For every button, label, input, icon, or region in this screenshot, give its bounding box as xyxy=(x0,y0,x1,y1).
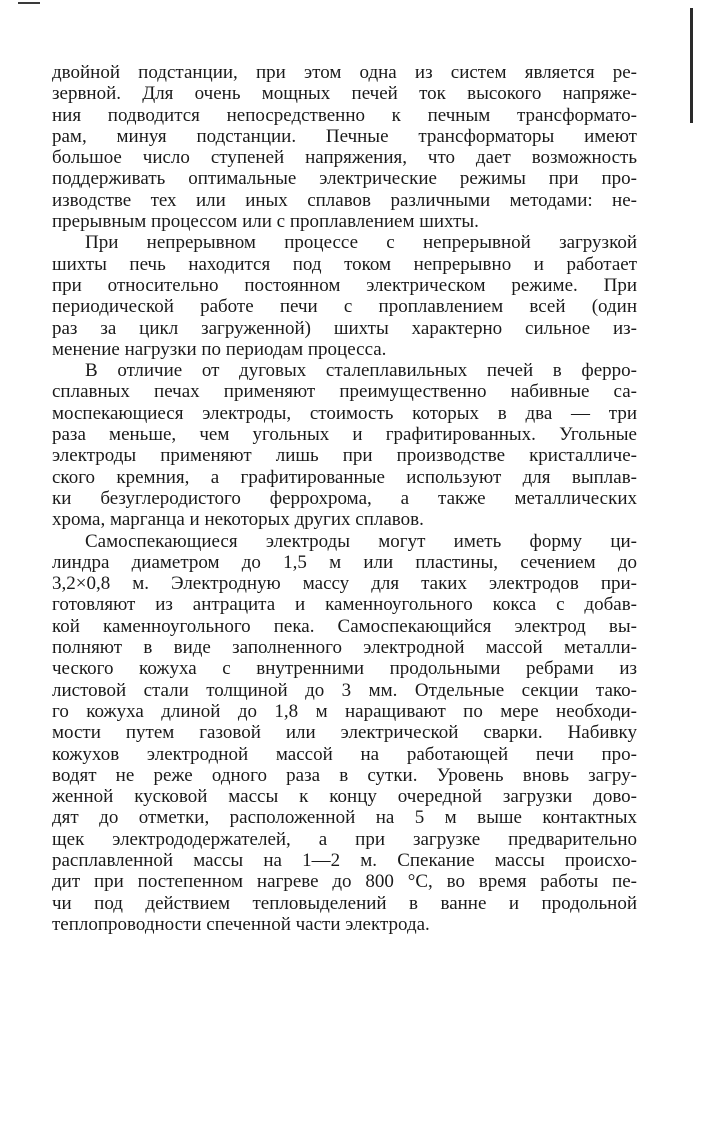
text-line: мости путем газовой или электрической сварки. Набивку xyxy=(52,722,637,744)
paragraph xyxy=(52,232,637,360)
scan-binding-edge xyxy=(690,8,693,123)
paragraph xyxy=(52,62,637,232)
text-line: зервной. Для очень мощных печей ток высокого напряже- xyxy=(52,83,637,105)
text-line: раза меньше, чем угольных и графитированных. Угольные xyxy=(52,424,637,446)
text-line: двойной подстанции, при этом одна из систем является ре- xyxy=(52,62,637,83)
text-line: прерывным процессом или с проплавлением шихты. xyxy=(52,211,479,233)
text-line: сплавных печах применяют преимущественно набивные са- xyxy=(52,381,637,403)
text-line: го кожуха длиной до 1,8 м наращивают по мере необходи- xyxy=(52,700,637,722)
text-line: При непрерывном процессе с непрерывной загрузкой xyxy=(85,232,637,254)
text-line: менение нагрузки по периодам процесса. xyxy=(52,338,387,360)
text-line: ния подводится непосредственно к печным трансформато- xyxy=(52,104,637,126)
text-line: женной кусковой массы к концу очередной загрузки дово- xyxy=(52,786,637,808)
text-line: моспекающиеся электроды, стоимость которых в два — три xyxy=(52,402,637,424)
text-line: ского кремния, а графитированные используют для выплав- xyxy=(52,466,637,488)
paragraph xyxy=(52,531,637,936)
text-line: кой каменноугольного пека. Самоспекающийся электрод вы- xyxy=(52,615,637,637)
text-line: электроды применяют лишь при производстве кристалличе- xyxy=(52,445,637,467)
text-line: поддерживать оптимальные электрические режимы при про- xyxy=(52,168,637,190)
text-line: шихты печь находится под током непрерывно и работает xyxy=(52,253,637,275)
text-line: раз за цикл загруженной) шихты характерно сильное из- xyxy=(52,317,637,339)
text-line: водят не реже одного раза в сутки. Уровень вновь загру- xyxy=(52,764,637,786)
text-line: В отличие от дуговых сталеплавильных печей в ферро- xyxy=(85,360,637,382)
text-line: большое число ступеней напряжения, что дает возможность xyxy=(52,147,637,169)
text-line: хрома, марганца и некоторых других сплавов. xyxy=(52,509,424,531)
scan-edge-mark xyxy=(18,2,40,4)
text-line: листовой стали толщиной до 3 мм. Отдельные секции тако- xyxy=(52,679,637,701)
text-line: ки безуглеродистого феррохрома, а также металлических xyxy=(52,487,637,509)
text-line: изводстве тех или иных сплавов различными методами: не- xyxy=(52,189,637,211)
text-line: дят до отметки, расположенной на 5 м выше контактных xyxy=(52,807,637,829)
text-line: 3,2×0,8 м. Электродную массу для таких электродов при- xyxy=(52,573,637,595)
text-line: чи под действием тепловыделений в ванне и продольной xyxy=(52,892,637,914)
text-line: линдра диаметром до 1,5 м или пластины, сечением до xyxy=(52,551,637,573)
paragraph xyxy=(52,360,637,530)
text-line: периодической работе печи с проплавлением всей (один xyxy=(52,296,637,318)
text-line: кожухов электродной массой на работающей печи про- xyxy=(52,743,637,765)
text-line: щек электрододержателей, а при загрузке предварительно xyxy=(52,828,637,850)
body-text xyxy=(52,62,637,935)
text-line: рам, минуя подстанции. Печные трансформаторы имеют xyxy=(52,125,637,147)
text-line: готовляют из антрацита и каменноугольного кокса с добав- xyxy=(52,594,637,616)
text-line: при относительно постоянном электрическом режиме. При xyxy=(52,274,637,296)
text-line: теплопроводности спеченной части электрода. xyxy=(52,913,430,935)
text-line: дит при постепенном нагреве до 800 °С, во время работы пе- xyxy=(52,871,637,893)
text-line: ческого кожуха с внутренними продольными ребрами из xyxy=(52,658,637,680)
text-line: расплавленной массы на 1—2 м. Спекание массы происхо- xyxy=(52,849,637,871)
text-line: Самоспекающиеся электроды могут иметь форму ци- xyxy=(85,530,637,552)
text-line: полняют в виде заполненного электродной массой металли- xyxy=(52,637,637,659)
